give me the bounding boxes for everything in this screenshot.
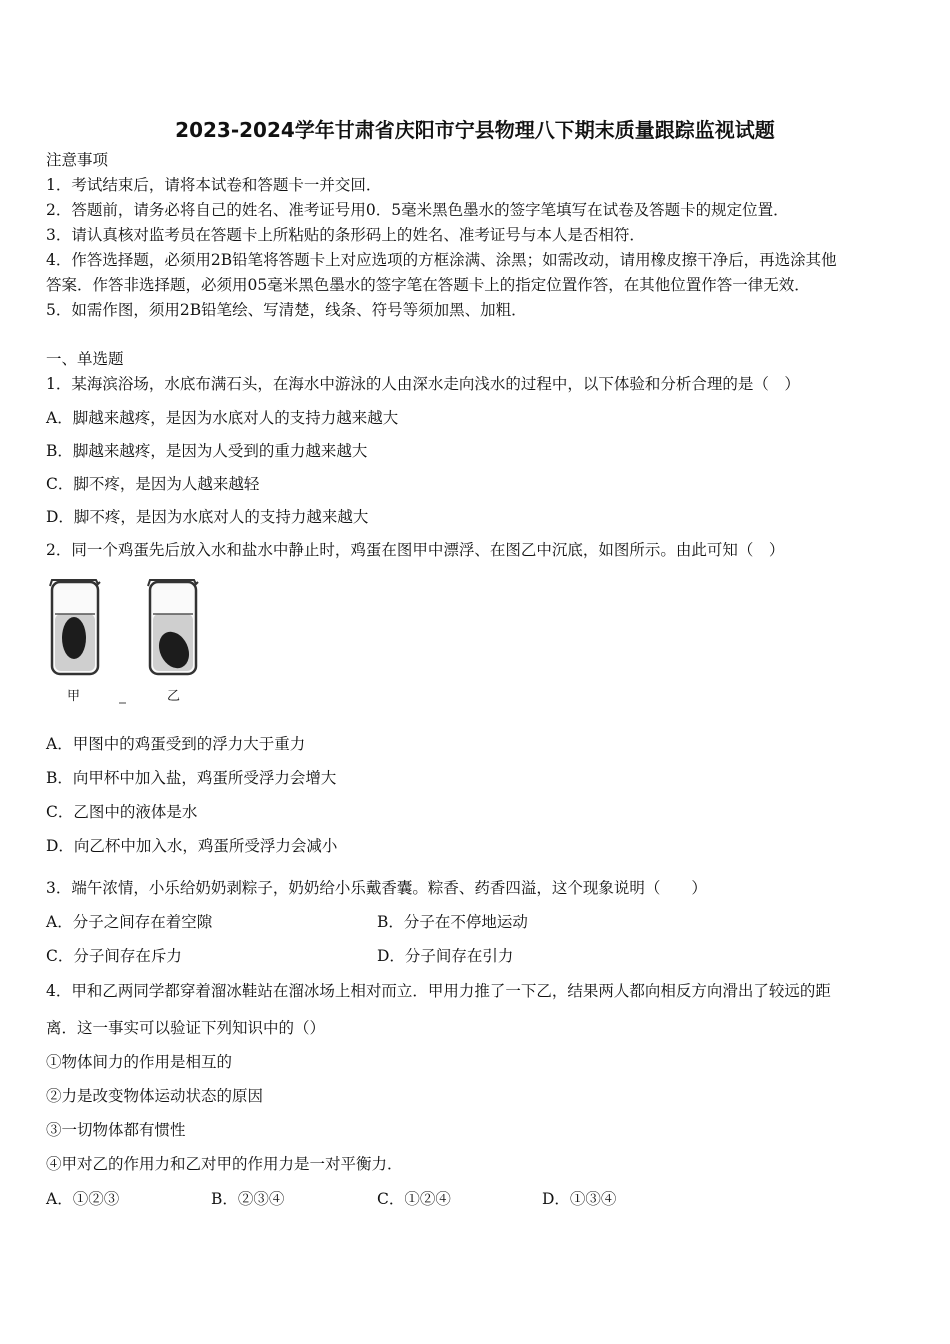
q1-option-b: B．脚越来越疼，是因为人受到的重力越来越大 — [46, 442, 368, 460]
q3-option-c: C．分子间存在斥力 — [46, 947, 182, 965]
exam-title: 2023-2024学年甘肃省庆阳市宁县物理八下期末质量跟踪监视试题 — [175, 118, 775, 142]
beakers-figure — [44, 572, 204, 707]
figure-label-jia: 甲 — [67, 689, 81, 704]
q2-option-b: B．向甲杯中加入盐，鸡蛋所受浮力会增大 — [46, 769, 337, 787]
section-heading: 一、单选题 — [46, 350, 124, 368]
q4-statement: ④甲对乙的作用力和乙对甲的作用力是一对平衡力． — [46, 1155, 403, 1173]
q3-option-a: A．分子之间存在着空隙 — [46, 913, 213, 931]
q4-option-d: D．①③④ — [542, 1190, 617, 1208]
notice-item: 5．如需作图，须用2B铅笔绘、写清楚，线条、符号等须加黑、加粗． — [46, 301, 527, 319]
q4-statement: ①物体间力的作用是相互的 — [46, 1053, 233, 1071]
question-4-stem-line2: 离．这一事实可以验证下列知识中的（） — [46, 1019, 326, 1037]
q4-statement: ②力是改变物体运动状态的原因 — [46, 1087, 264, 1105]
q2-option-d: D．向乙杯中加入水，鸡蛋所受浮力会减小 — [46, 837, 338, 855]
question-3-stem: 3．端午浓情，小乐给奶奶剥粽子，奶奶给小乐戴香囊。粽香、药香四溢，这个现象说明（ ） — [46, 879, 707, 897]
notice-item: 答案．作答非选择题，必须用05毫米黑色墨水的签字笔在答题卡上的指定位置作答，在其他位置作答一律无效． — [46, 276, 810, 294]
question-2-stem: 2．同一个鸡蛋先后放入水和盐水中静止时，鸡蛋在图甲中漂浮、在图乙中沉底，如图所示。由此可知（ ） — [46, 541, 785, 559]
notice-item: 3．请认真核对监考员在答题卡上所粘贴的条形码上的姓名、准考证号与本人是否相符． — [46, 226, 645, 244]
q4-option-c: C．①②④ — [377, 1190, 451, 1208]
q4-option-a: A．①②③ — [46, 1190, 120, 1208]
notice-item: 4．作答选择题，必须用2B铅笔将答题卡上对应选项的方框涂满、涂黑；如需改动，请用橡皮擦干净后，再选涂其他 — [46, 251, 837, 269]
notice-item: 2．答题前，请务必将自己的姓名、准考证号用0．5毫米黑色墨水的签字笔填写在试卷及答题卡的规定位置． — [46, 201, 789, 219]
q1-option-a: A．脚越来越疼，是因为水底对人的支持力越来越大 — [46, 409, 399, 427]
q3-option-b: B．分子在不停地运动 — [377, 913, 528, 931]
q2-option-a: A．甲图中的鸡蛋受到的浮力大于重力 — [46, 735, 306, 753]
notice-heading: 注意事项 — [46, 151, 109, 169]
q2-option-c: C．乙图中的液体是水 — [46, 803, 198, 821]
q1-option-d: D．脚不疼，是因为水底对人的支持力越来越大 — [46, 508, 369, 526]
figure-label-yi: 乙 — [167, 689, 181, 704]
notice-item: 1．考试结束后，请将本试卷和答题卡一并交回． — [46, 176, 382, 194]
beaker-yi — [148, 580, 198, 674]
q4-statement: ③一切物体都有惯性 — [46, 1121, 186, 1139]
q3-option-d: D．分子间存在引力 — [377, 947, 514, 965]
q1-option-c: C．脚不疼，是因为人越来越轻 — [46, 475, 260, 493]
q4-option-b: B．②③④ — [211, 1190, 285, 1208]
beaker-jia — [50, 580, 100, 674]
question-1-stem: 1．某海滨浴场，水底布满石头，在海水中游泳的人由深水走向浅水的过程中，以下体验和分析合理的是（ ） — [46, 375, 800, 393]
question-4-stem-line1: 4．甲和乙两同学都穿着溜冰鞋站在溜冰场上相对而立．甲用力推了一下乙，结果两人都向相反方向滑出了较远的距 — [46, 982, 831, 1000]
